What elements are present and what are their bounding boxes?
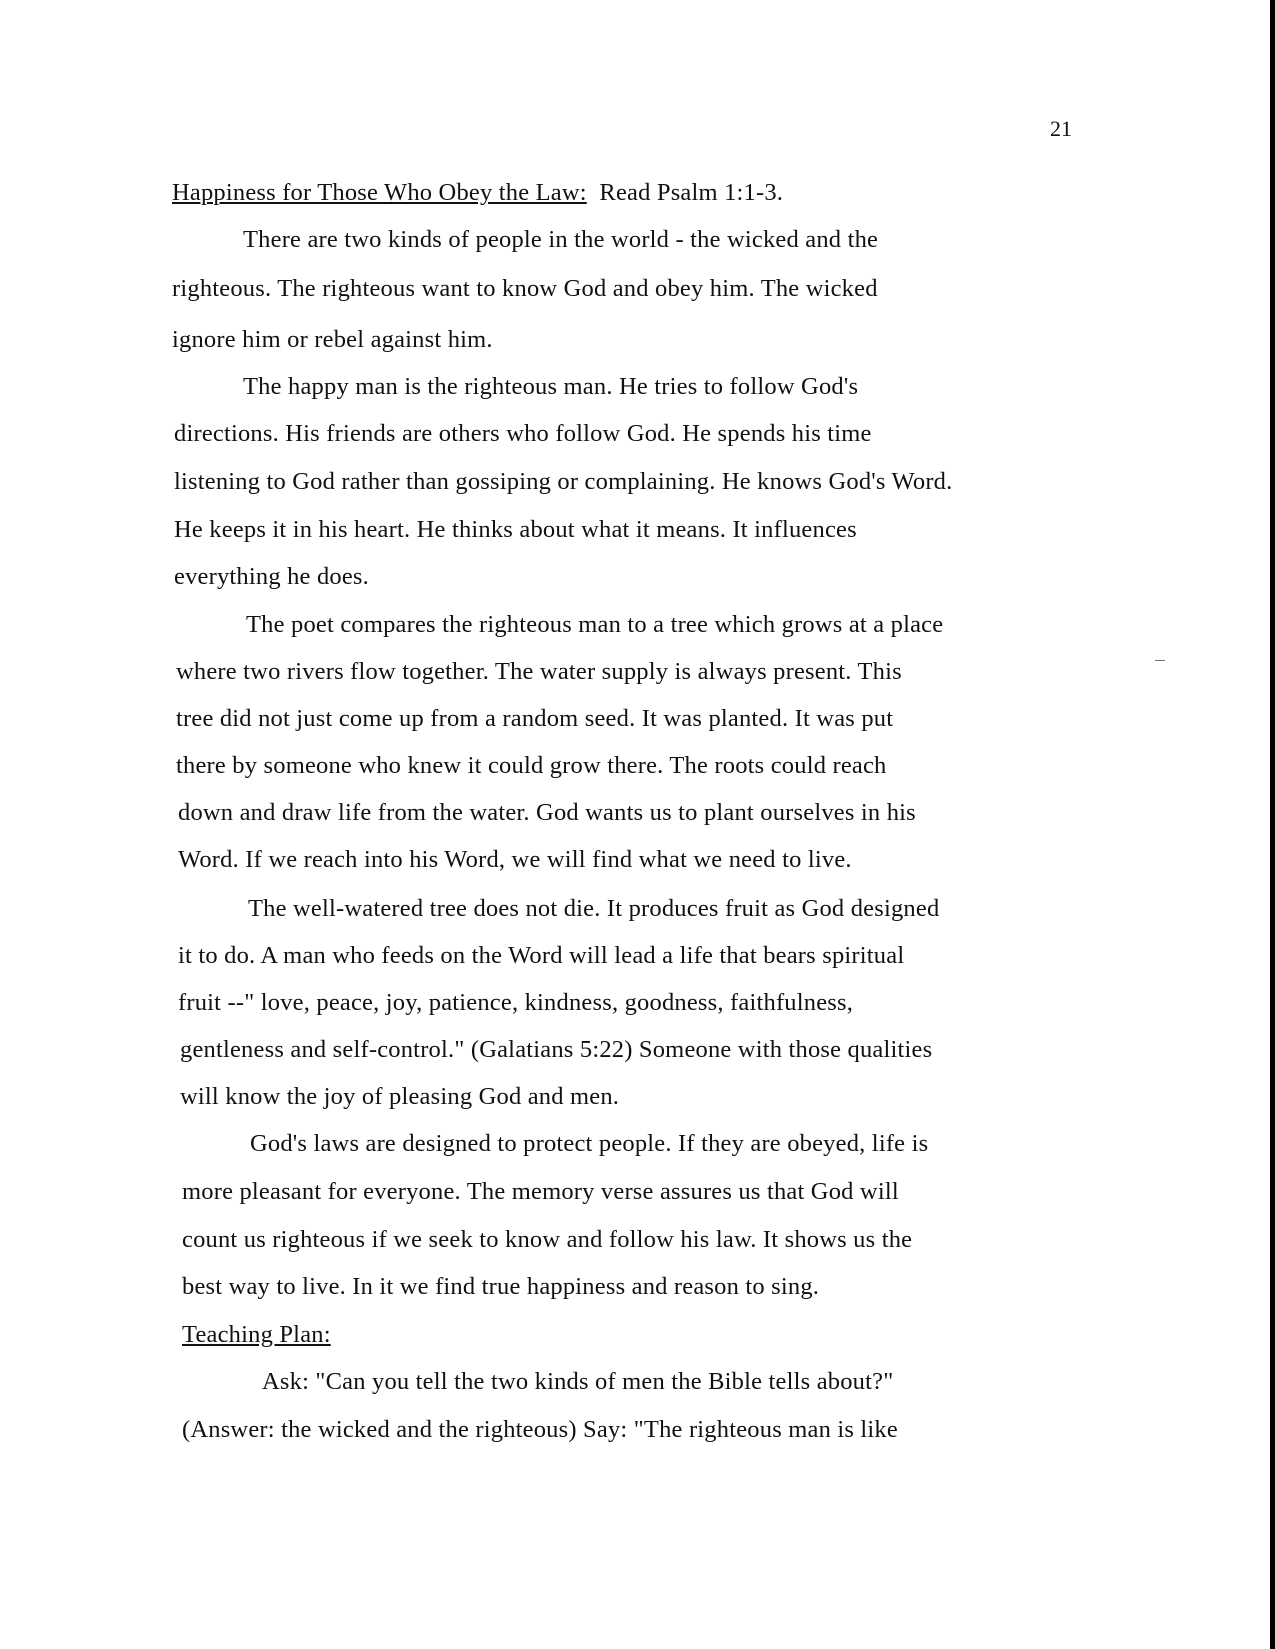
text-line: more pleasant for everyone. The memory verse assures us that God will	[182, 1178, 899, 1205]
scan-mark	[1155, 660, 1165, 661]
scan-edge-bar	[1270, 0, 1275, 1649]
teaching-plan-line: (Answer: the wicked and the righteous) Say: "The righteous man is like	[182, 1416, 898, 1443]
text-line: it to do. A man who feeds on the Word will lead a life that bears spiritual	[178, 942, 905, 969]
text-line: listening to God rather than gossiping or complaining. He knows God's Word.	[174, 468, 953, 495]
heading-title: Happiness for Those Who Obey the Law:	[172, 179, 587, 206]
teaching-plan-line: Ask: "Can you tell the two kinds of men the Bible tells about?"	[262, 1368, 894, 1395]
text-line: where two rivers flow together. The water supply is always present. This	[176, 658, 902, 685]
text-line: will know the joy of pleasing God and men.	[180, 1083, 620, 1110]
text-line: He keeps it in his heart. He thinks about what it means. It influences	[174, 516, 857, 543]
text-line: The well-watered tree does not die. It produces fruit as God designed	[248, 895, 940, 922]
heading-reading: Read Psalm 1:1-3.	[599, 179, 784, 206]
text-line: best way to live. In it we find true happiness and reason to sing.	[182, 1273, 820, 1300]
teaching-plan-heading: Teaching Plan:	[182, 1321, 331, 1348]
text-line: God's laws are designed to protect people. If they are obeyed, life is	[250, 1130, 929, 1157]
text-line: There are two kinds of people in the world - the wicked and the	[243, 226, 879, 253]
text-line: directions. His friends are others who follow God. He spends his time	[174, 420, 872, 447]
text-line: fruit --" love, peace, joy, patience, kindness, goodness, faithfulness,	[178, 989, 854, 1016]
section-heading	[172, 179, 783, 207]
text-line: The poet compares the righteous man to a tree which grows at a place	[246, 611, 944, 638]
text-line: The happy man is the righteous man. He tries to follow God's	[243, 373, 859, 400]
text-line: ignore him or rebel against him.	[172, 326, 493, 353]
text-line: Word. If we reach into his Word, we will find what we need to live.	[178, 846, 852, 873]
text-line: everything he does.	[174, 563, 369, 590]
text-line: there by someone who knew it could grow there. The roots could reach	[176, 752, 887, 779]
text-line: righteous. The righteous want to know God and obey him. The wicked	[172, 275, 878, 302]
text-line: tree did not just come up from a random seed. It was planted. It was put	[176, 705, 894, 732]
text-line: down and draw life from the water. God wants us to plant ourselves in his	[178, 799, 916, 826]
text-line: gentleness and self-control." (Galatians 5:22) Someone with those qualities	[180, 1036, 933, 1063]
text-line: count us righteous if we seek to know and follow his law. It shows us the	[182, 1226, 913, 1253]
page-number: 21	[1050, 116, 1072, 141]
